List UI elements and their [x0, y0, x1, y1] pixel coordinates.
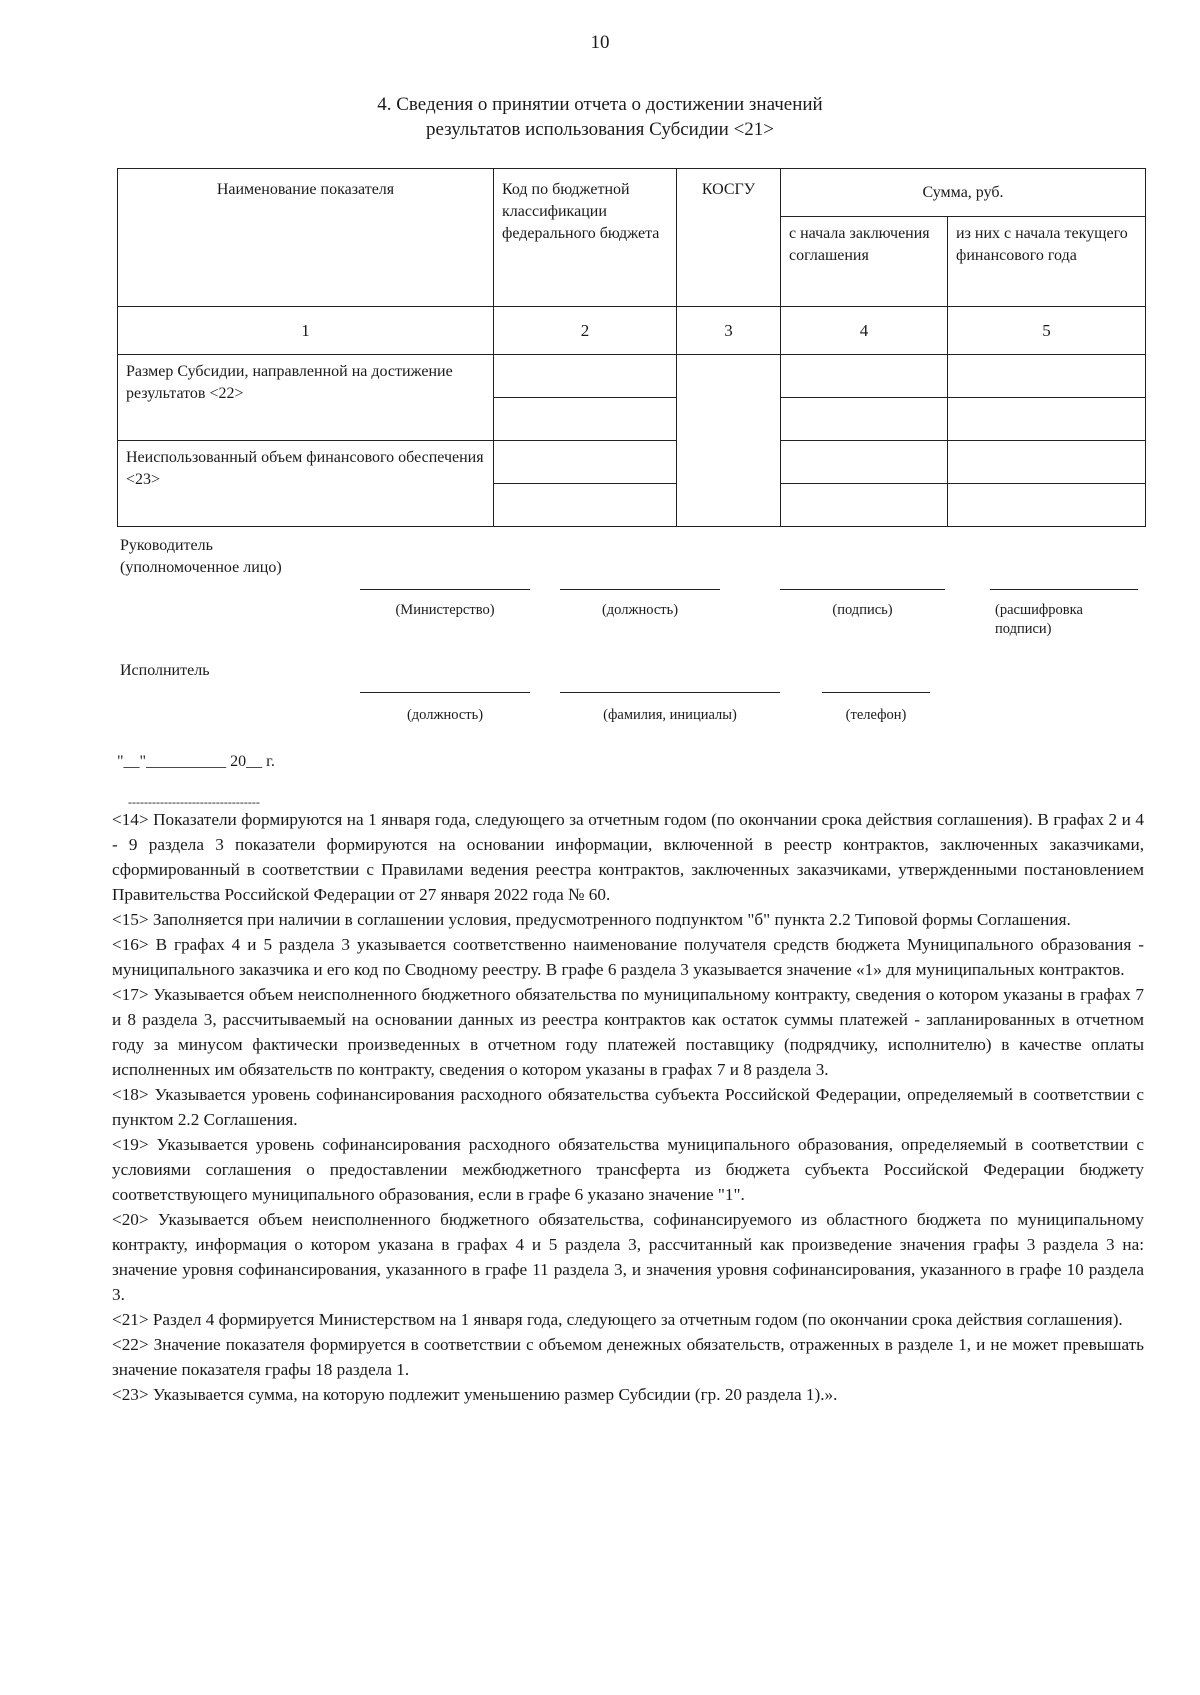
footnote-17: <17> Указывается объем неисполненного бюджетного обязательства по муниципальному контракту, сведения о котором указаны в графах 7 и 8 раздела 3, рассчитываемый на основании данных из реестра контрактов как остаток суммы платежей - запланированных в отчетном году за минусом фактически произведенных в отчетном году платежей поставщику (подрядчику, исполнителю) в качестве оплаты исполненных им обязательств по контракту, сведения о котором указаны в графах 7 и 8 раздела 3. [112, 985, 1144, 1079]
report-table [117, 168, 1146, 527]
table-cell [494, 355, 677, 398]
footnote-20: <20> Указывается объем неисполненного бюджетного обязательства, софинансируемого из областного бюджета по муниципальному контракту, информация о котором указана в графах 4 и 5 раздела 3, рассчитанный как произведение значения графы 3 раздела 3 на: значение уровня софинансирования, указанного в графе 11 раздела 3, и значения уровня софинансирования, указанного в графе 10 раздела 3. [112, 1210, 1144, 1304]
date-field: "__"__________ 20__ г. [117, 753, 275, 770]
table-cell [948, 484, 1146, 527]
column-number: 3 [677, 307, 781, 355]
header-indicator: Наименование показателя [118, 169, 494, 307]
table-cell [781, 398, 948, 441]
table-cell [781, 441, 948, 484]
column-number: 4 [781, 307, 948, 355]
table-cell [494, 441, 677, 484]
footnotes [112, 807, 1144, 1407]
table-cell [494, 398, 677, 441]
table-cell [948, 398, 1146, 441]
head-label-line-1: Руководитель [120, 537, 213, 554]
section-title-line-1: 4. Сведения о принятии отчета о достижении значений [377, 94, 823, 115]
table-cell [494, 484, 677, 527]
row-label-subsidy-size: Размер Субсидии, направленной на достижение результатов <22> [118, 355, 494, 441]
footnote-16: <16> В графах 4 и 5 раздела 3 указывается соответственно наименование получателя средств бюджета Муниципального образования - муниципального заказчика и его код по Сводному реестру. В графе 6 раздела 3 указывается значение «1» для муниципальных контрактов. [112, 935, 1144, 979]
footnote-22: <22> Значение показателя формируется в соответствии с объемом денежных обязательств, отраженных в разделе 1, и не может превышать значение показателя графы 18 раздела 1. [112, 1335, 1144, 1379]
section-title [300, 92, 900, 142]
column-number: 5 [948, 307, 1146, 355]
footnote-15: <15> Заполняется при наличии в соглашении условия, предусмотренного подпунктом "б" пункта 2.2 Типовой формы Соглашения. [112, 910, 1071, 929]
footnote-18: <18> Указывается уровень софинансирования расходного обязательства субъекта Российской Федерации, определяемый в соответствии с пунктом 2.2 Соглашения. [112, 1085, 1144, 1129]
caption-executor-phone: (телефон) [845, 707, 907, 723]
footnote-14: <14> Показатели формируются на 1 января года, следующего за отчетным годом (по окончании срока действия соглашения). В графах 2 и 4 - 9 раздела 3 показатели формируются на основании информации, включенной в реестр контрактов, заключенных заказчиками, сформированный в соответствии с Правилами ведения реестра контрактов, заключенных заказчиками, утвержденными постановлением Правительства Российской Федерации от 27 января 2022 года № 60. [112, 810, 1144, 904]
header-budget-code: Код по бюджетной классификации федерального бюджета [494, 169, 677, 307]
table-cell [948, 441, 1146, 484]
head-signatory-label [120, 535, 282, 579]
executor-line-name [560, 692, 780, 693]
header-from-year-start: из них с начала текущего финансового года [948, 217, 1146, 307]
header-sum: Сумма, руб. [781, 169, 1146, 217]
footnote-21: <21> Раздел 4 формируется Министерством на 1 января года, следующего за отчетным годом (по окончании срока действия соглашения). [112, 1310, 1123, 1329]
caption-executor-name: (фамилия, инициалы) [603, 707, 737, 723]
section-title-line-2: результатов использования Субсидии <21> [425, 119, 775, 140]
head-label-line-2: (уполномоченное лицо) [120, 559, 282, 576]
caption-executor-position: (должность) [406, 707, 484, 723]
footnote-separator: --------------------------------- [128, 795, 260, 809]
signature-line-signature [780, 589, 945, 590]
table-cell [781, 484, 948, 527]
table-cell-kosgu [677, 355, 781, 527]
footnote-19: <19> Указывается уровень софинансирования расходного обязательства муниципального образования, определяемый в соответствии с условиями соглашения о предоставлении межбюджетного трансферта из бюджета субъекта Российской Федерации бюджету соответствующего муниципального образования, если в графе 6 указано значение "1". [112, 1135, 1144, 1204]
caption-position: (должность) [601, 602, 679, 618]
header-from-agreement-start: с начала заключения соглашения [781, 217, 948, 307]
executor-line-phone [822, 692, 930, 693]
executor-line-position [360, 692, 530, 693]
executor-label: Исполнитель [120, 662, 210, 679]
header-kosgu: КОСГУ [677, 169, 781, 307]
column-number: 2 [494, 307, 677, 355]
signature-line-ministry [360, 589, 530, 590]
page-number: 10 [590, 32, 610, 53]
caption-ministry: (Министерство) [395, 602, 495, 618]
table-cell [781, 355, 948, 398]
row-label-unused-funding: Неиспользованный объем финансового обеспечения <23> [118, 441, 494, 527]
caption-signature-decoding: (расшифровка подписи) [995, 602, 1083, 637]
caption-signature: (подпись) [832, 602, 893, 618]
table-cell [948, 355, 1146, 398]
footnote-23: <23> Указывается сумма, на которую подлежит уменьшению размер Субсидии (гр. 20 раздела 1).». [112, 1385, 838, 1404]
column-number: 1 [118, 307, 494, 355]
signature-line-decoding [990, 589, 1138, 590]
signature-line-position [560, 589, 720, 590]
